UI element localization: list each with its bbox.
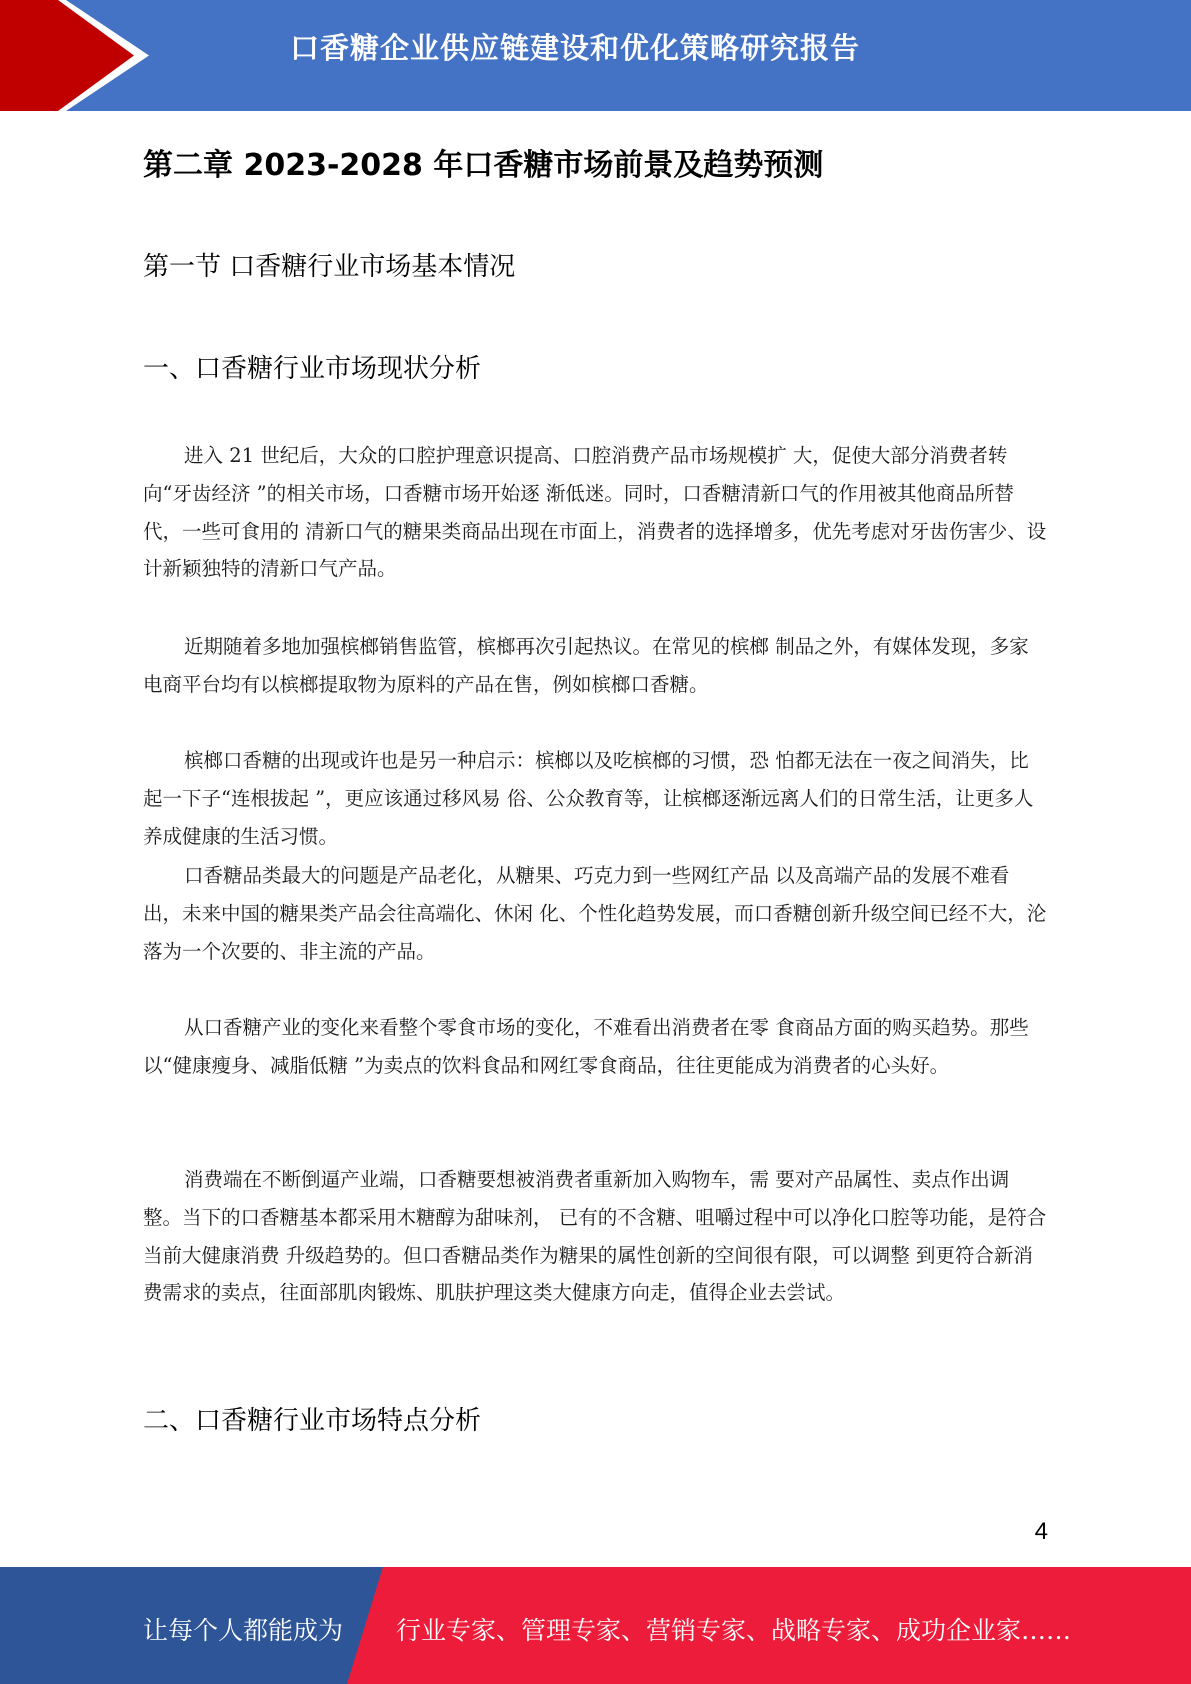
body-paragraph: 消费端在不断倒逼产业端，口香糖要想被消费者重新加入购物车，需 要对产品属性、卖点作出调整。当下的口香糖基本都采用木糖醇为甜味剂， 已有的不含糖、咀嚼过程中可以净化口腔等功能，是符合当前大健康消费 升级趋势的。但口香糖品类作为糖果的属性创新的空间很有限，可以调整 到更符合新消费需求的卖点，往面部肌肉锻炼、肌肤护理这类大健康方向走，值得企业去尝试。 (143, 1168, 1047, 1305)
body-paragraph: 口香糖品类最大的问题是产品老化，从糖果、巧克力到一些网红产品 以及高端产品的发展不难看出，未来中国的糖果类产品会往高端化、休闲 化、个性化趋势发展，而口香糖创新升级空间已经不大，沦落为一个次要的、非主流的产品。 (143, 864, 1047, 963)
page-number: 4 (1034, 1518, 1048, 1545)
report-title: 口香糖企业供应链建设和优化策略研究报告 (290, 31, 861, 65)
footer-slogan-right: 行业专家、管理专家、营销专家、战略专家、成功企业家…… (396, 1616, 1072, 1645)
footer-slogan-left: 让每个人都能成为 (143, 1616, 344, 1645)
body-paragraph: 进入 21 世纪后，大众的口腔护理意识提高、口腔消费产品市场规模扩 大，促使大部分消费者转向“牙齿经济 ”的相关市场，口香糖市场开始逐 渐低迷。同时，口香糖清新口气的作用被其他商品所替代，一些可食用的 清新口气的糖果类商品出现在市面上，消费者的选择增多，优先考虑对牙齿伤害少、设计新颖独特的清新口气产品。 (143, 444, 1047, 581)
body-paragraph: 近期随着多地加强槟榔销售监管，槟榔再次引起热议。在常见的槟榔 制品之外，有媒体发现，多家电商平台均有以槟榔提取物为原料的产品在售，例如槟榔口香糖。 (143, 635, 1029, 696)
section-heading: 第一节 口香糖行业市场基本情况 (143, 252, 516, 282)
page-header (0, 0, 1191, 111)
header-chevron-decoration (0, 0, 150, 111)
page-footer (0, 1567, 1191, 1684)
body-paragraph: 从口香糖产业的变化来看整个零食市场的变化，不难看出消费者在零 食商品方面的购买趋势。那些以“健康瘦身、减脂低糖 ”为卖点的饮料食品和网红零食商品，往往更能成为消费者的心头好。 (143, 1016, 1029, 1077)
subsection-heading: 二、口香糖行业市场特点分析 (143, 1406, 482, 1436)
body-paragraph: 槟榔口香糖的出现或许也是另一种启示：槟榔以及吃槟榔的习惯，恐 怕都无法在一夜之间消失，比起一下子“连根拔起 ”，更应该通过移风易 俗、公众教育等，让槟榔逐渐远离人们的日常生活，让更多人养成健康的生活习惯。 (143, 749, 1034, 848)
subsection-heading: 一、口香糖行业市场现状分析 (143, 354, 482, 384)
chapter-heading: 第二章 2023-2028 年口香糖市场前景及趋势预测 (143, 148, 824, 183)
